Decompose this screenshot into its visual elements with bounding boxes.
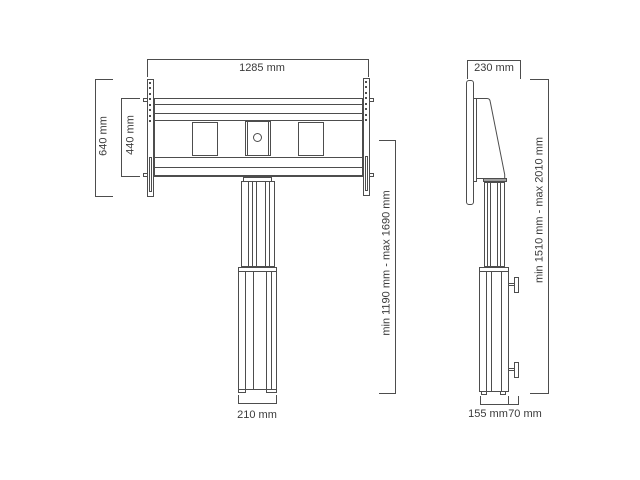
column-flute <box>487 183 488 266</box>
dimension-tick <box>379 140 395 141</box>
dimension-line <box>121 98 122 177</box>
front-bracket-height-label: 440 mm <box>124 115 137 155</box>
mount-bar-line <box>155 113 362 114</box>
mount-bar-line <box>155 167 362 168</box>
bar-right-panel <box>298 122 324 156</box>
screw-hole <box>365 119 367 121</box>
dimension-tick <box>147 59 148 77</box>
screw-hole <box>149 98 151 100</box>
screw-hole <box>365 108 367 110</box>
column-flute <box>271 272 272 389</box>
dimension-line <box>548 79 549 394</box>
column-lower-tube-side <box>479 267 509 392</box>
front-height-range-label: min 1190 mm - max 1690 mm <box>380 190 393 336</box>
column-foot-side <box>500 391 506 395</box>
column-foot-side <box>481 391 487 395</box>
screw-hole <box>149 120 151 122</box>
dimension-tick <box>121 98 140 99</box>
column-flute <box>501 272 502 391</box>
screw-hole <box>149 82 151 84</box>
dimension-line <box>238 403 277 404</box>
dimension-line <box>480 404 519 405</box>
column-foot <box>266 389 277 393</box>
screw-hole <box>365 114 367 116</box>
mount-bar-line <box>155 175 362 176</box>
column-flute <box>248 182 249 266</box>
dimension-tick <box>530 79 548 80</box>
front-overall-height-label: 640 mm <box>97 116 110 156</box>
vesa-rail-left-slot <box>149 157 152 192</box>
screw-hole <box>365 103 367 105</box>
front-width-label: 1285 mm <box>239 62 285 74</box>
dimension-tick <box>379 393 395 394</box>
side-base-offset-label: 70 mm <box>508 408 542 420</box>
dimension-tick <box>95 79 113 80</box>
support-bracket-side <box>474 98 509 183</box>
mount-bar-line <box>155 157 362 158</box>
dimension-tick <box>368 59 369 77</box>
column-flute <box>269 182 270 266</box>
column-joint-lip-side <box>479 267 509 272</box>
support-bracket-outline <box>477 99 505 179</box>
column-flute <box>252 182 253 266</box>
side-base-depth-label: 155 mm <box>468 408 508 420</box>
dimension-line <box>95 79 96 197</box>
dimension-tick <box>121 176 140 177</box>
dimension-tick <box>467 60 468 79</box>
side-depth-label: 230 mm <box>474 62 514 74</box>
dimension-line <box>147 59 369 60</box>
column-flute <box>265 182 266 266</box>
screw-hole <box>149 87 151 89</box>
screw-hole <box>149 115 151 117</box>
dimension-tick <box>95 196 113 197</box>
dimension-line <box>395 140 396 394</box>
column-foot <box>238 389 246 393</box>
column-flute <box>500 183 501 266</box>
hook-bar <box>514 362 519 378</box>
bar-center-plate-edge <box>247 122 248 155</box>
side-height-range-label: min 1510 mm - max 2010 mm <box>533 136 546 284</box>
screw-hole <box>365 97 367 99</box>
column-flute <box>497 183 498 266</box>
dimension-tick <box>530 393 548 394</box>
hook-bar <box>514 277 519 293</box>
dimension-tick <box>520 60 521 79</box>
cable-hole <box>253 133 262 142</box>
vesa-rail-right-slot <box>365 156 368 191</box>
screw-hole <box>365 86 367 88</box>
column-flute <box>491 272 492 391</box>
column-flute <box>266 272 267 389</box>
column-flute <box>486 272 487 391</box>
screw-hole <box>149 93 151 95</box>
screw-hole <box>149 104 151 106</box>
bar-center-plate-edge <box>268 122 269 155</box>
screw-hole <box>365 92 367 94</box>
column-flute <box>490 183 491 266</box>
dimension-line <box>467 60 521 61</box>
front-base-width-label: 210 mm <box>237 409 277 421</box>
column-flute <box>256 182 257 266</box>
screw-hole <box>149 109 151 111</box>
column-flute <box>253 272 254 389</box>
screw-hole <box>365 81 367 83</box>
bar-left-panel <box>192 122 218 156</box>
column-flute <box>245 272 246 389</box>
mount-bar-line <box>155 104 362 105</box>
